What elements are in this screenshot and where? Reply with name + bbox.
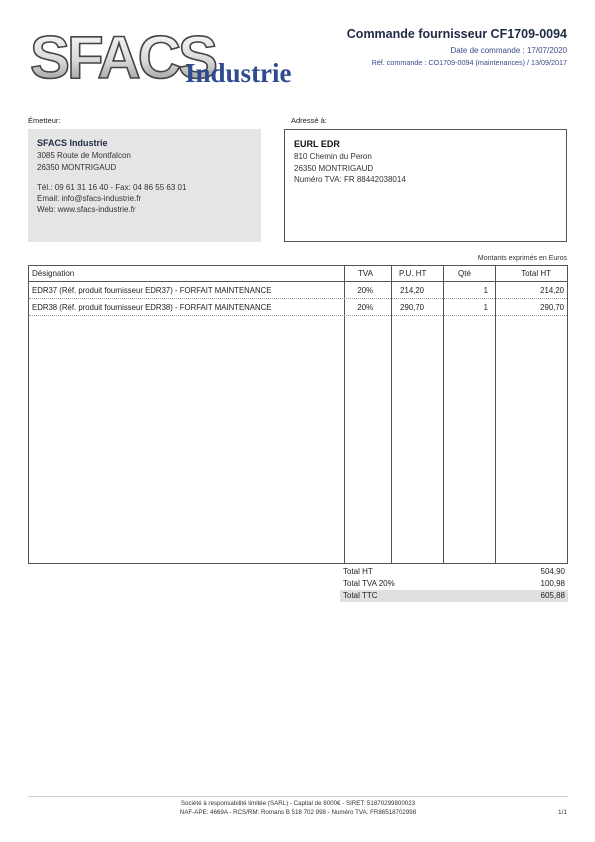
footer-legal-line-2: NAF-APE: 4669A - RCS/RM: Romans B 518 702 998 - Numéro TVA: FR86518702998	[179, 809, 417, 816]
sender-address-line1: 3085 Route de Montfalcon	[37, 151, 131, 161]
recipient-address-line2: 26350 MONTRIGAUD	[294, 163, 374, 173]
total-ht-row	[340, 566, 568, 578]
row-designation: EDR38 (Réf. produit fournisseur EDR38) - FORFAIT MAINTENANCE	[32, 303, 272, 312]
sender-name: SFACS Industrie	[37, 138, 108, 148]
currency-note: Montants exprimés en Euros	[477, 255, 567, 262]
col-header-designation: Désignation	[32, 269, 75, 278]
recipient-address-line1: 810 Chemin du Peron	[294, 152, 372, 162]
row-quantity: 1	[483, 303, 488, 312]
sender-email: Email: info@sfacs-industrie.fr	[37, 194, 142, 204]
col-header-total-ht: Total HT	[521, 269, 551, 278]
row-tva: 20%	[357, 286, 373, 295]
recipient-name: EURL EDR	[294, 139, 340, 149]
footer-divider	[28, 796, 568, 797]
col-header-tva: TVA	[358, 269, 373, 278]
row-designation: EDR37 (Réf. produit fournisseur EDR37) - FORFAIT MAINTENANCE	[32, 286, 272, 295]
row-quantity: 1	[483, 286, 488, 295]
sender-phone: Tél.: 09 61 31 16 40 - Fax: 04 86 55 63 01	[37, 182, 187, 192]
total-tva-label: Total TVA 20%	[343, 579, 395, 588]
row-total-ht: 290,70	[540, 303, 564, 312]
col-header-unit-price: P.U. HT	[399, 269, 427, 278]
recipient-box	[284, 129, 567, 242]
page-number: 1/1	[557, 809, 567, 816]
total-ht-value: 504,90	[540, 567, 565, 576]
total-ttc-label: Total TTC	[343, 591, 378, 600]
row-total-ht: 214,20	[540, 286, 564, 295]
row-tva: 20%	[357, 303, 373, 312]
sender-address-line2: 26350 MONTRIGAUD	[37, 162, 117, 172]
order-date: Date de commande : 17/07/2020	[450, 46, 567, 55]
sender-label: Émetteur:	[28, 116, 61, 125]
total-tva-value: 100,98	[540, 579, 565, 588]
row-unit-price: 290,70	[400, 303, 424, 312]
sender-box	[28, 129, 261, 242]
total-ttc-row	[340, 590, 568, 602]
total-tva-row	[340, 578, 568, 590]
logo-suffix: Industrie	[185, 58, 292, 88]
recipient-vat: Numéro TVA: FR 88442038014	[294, 174, 406, 184]
order-reference: Réf. commande : CO1709-0094 (maintenances) / 13/09/2017	[371, 58, 567, 67]
company-logo	[28, 28, 318, 90]
col-header-quantity: Qté	[458, 269, 471, 278]
total-ttc-value: 605,88	[540, 591, 565, 600]
total-ht-label: Total HT	[343, 567, 373, 576]
recipient-label: Adressé à:	[291, 116, 327, 125]
footer-legal-line-1: Société à responsabilité limitée (SARL) - Capital de 8000€ - SIRET: 51870299800023	[180, 800, 416, 807]
table-row	[29, 299, 567, 316]
row-unit-price: 214,20	[400, 286, 424, 295]
table-row	[29, 282, 567, 299]
order-lines-table	[28, 265, 568, 564]
document-title: Commande fournisseur CF1709-0094	[346, 27, 567, 41]
sender-web: Web: www.sfacs-industrie.fr	[37, 205, 136, 215]
logo-wordmark: SFACS	[30, 28, 216, 90]
